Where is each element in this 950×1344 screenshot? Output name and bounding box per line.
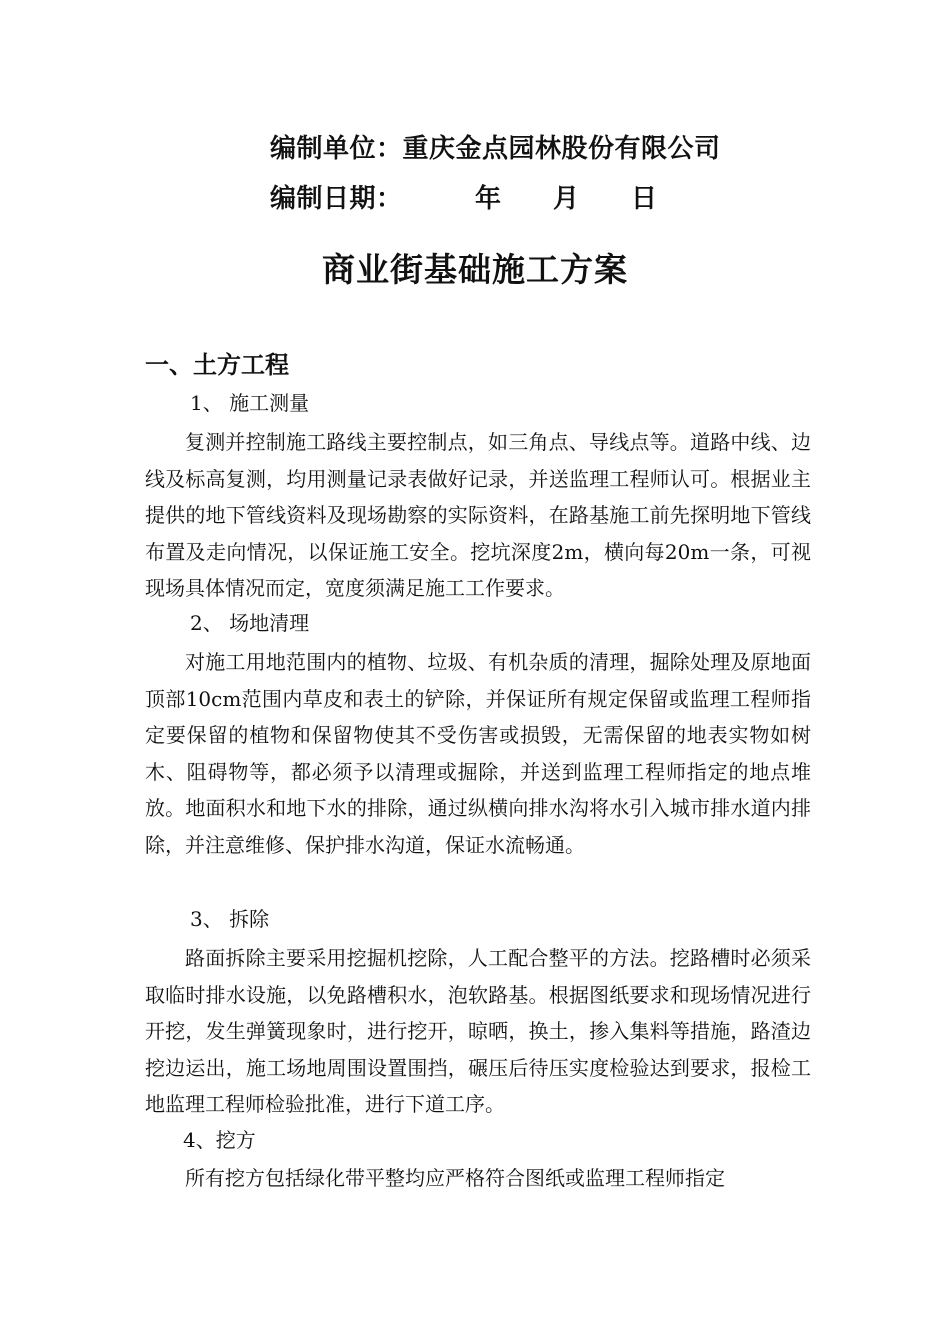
- subsection-body-site-clearing: 对施工用地范围内的植物、垃圾、有机杂质的清理，掘除处理及原地面顶部10cm范围内草皮和表土的铲除，并保证所有规定保留或监理工程师指定要保留的植物和保留物使其不受伤害或损毁，无需保留的地表实物如树木、阻碍物等，都必须予以清理或掘除，并送到监理工程师指定的地点堆放。地面积水和地下水的排除，通过纵横向排水沟将水引入城市排水道内排除，并注意维修、保护排水沟道，保证水流畅通。: [145, 650, 811, 857]
- subsection-body-excavation: 所有挖方包括绿化带平整均应严格符合图纸或监理工程师指定: [185, 1166, 725, 1190]
- date-year-label: 年: [475, 184, 502, 214]
- compiling-unit-value: 重庆金点园林股份有限公司: [402, 134, 721, 164]
- compiling-unit-label: 编制单位：: [270, 134, 403, 164]
- section-heading-earthwork: 一、土方工程: [145, 351, 289, 379]
- compiling-unit-line: [270, 132, 721, 166]
- subsection-heading-site-clearing: 2、 场地清理: [190, 611, 310, 635]
- date-month-label: 月: [553, 184, 580, 214]
- subsection-heading-demolition: 3、 拆除: [190, 907, 270, 931]
- compiling-date-line: [270, 182, 658, 216]
- subsection-body-survey: 复测并控制施工路线主要控制点，如三角点、导线点等。道路中线、边线及标高复测，均用测量记录表做好记录，并送监理工程师认可。根据业主提供的地下管线资料及现场勘察的实际资料，在路基施工前先探明地下管线布置及走向情况，以保证施工安全。挖坑深度2m，横向每20m一条，可视现场具体情况而定，宽度须满足施工工作要求。: [145, 430, 811, 601]
- subsection-body-demolition: 路面拆除主要采用挖掘机挖除，人工配合整平的方法。挖路槽时必须采取临时排水设施，以免路槽积水，泡软路基。根据图纸要求和现场情况进行开挖，发生弹簧现象时，进行挖开，晾晒，换土，掺入集料等措施，路渣边挖边运出，施工场地周围设置围挡，碾压后待压实度检验达到要求，报检工地监理工程师检验批准，进行下道工序。: [145, 946, 811, 1117]
- subsection-heading-survey: 1、 施工测量: [190, 391, 310, 415]
- compiling-date-label: 编制日期：: [270, 184, 403, 214]
- subsection-heading-excavation: 4、挖方: [183, 1128, 256, 1152]
- document-title: 商业街基础施工方案: [322, 250, 628, 289]
- date-day-label: 日: [631, 184, 658, 214]
